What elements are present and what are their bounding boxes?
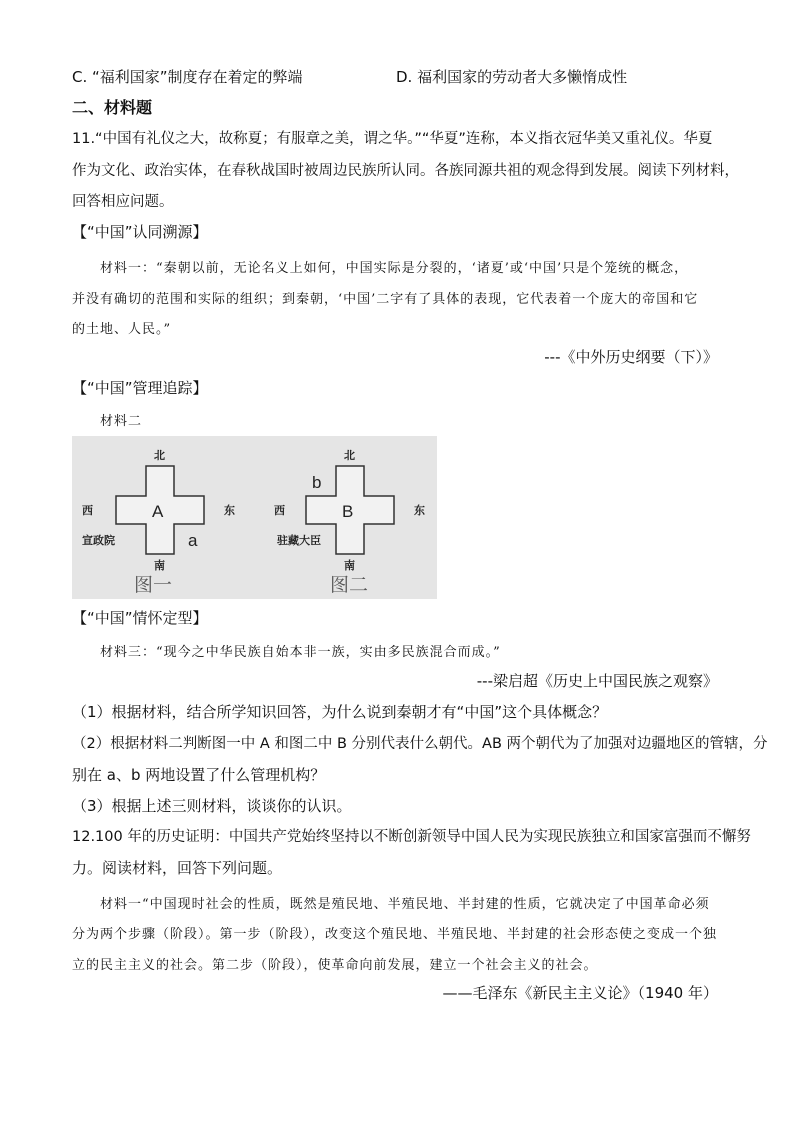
material2-figure (72, 436, 437, 599)
fig1-office-label: 宣政院 (82, 534, 115, 547)
fig2-caption: 图二 (330, 574, 369, 596)
fig1-corner-letter: a (188, 531, 198, 550)
q11-intro-line-3: 回答相应问题。 (72, 194, 174, 210)
fig1-north-label: 北 (154, 449, 165, 462)
q12-source1: ——毛泽东《新民主主义论》（1940 年） (442, 984, 718, 1002)
q11-subquestion-2-line-1: （2）根据材料二判断图一中 A 和图二中 B 分别代表什么朝代。AB 两个朝代为了加强对边疆地区的管辖，分 (72, 736, 768, 752)
q11-heading-sentiment: 【“中国”情怀定型】 (72, 609, 208, 627)
q11-source3: ---梁启超《历史上中国民族之观察》 (476, 672, 718, 690)
q11-intro-line-1: 11.“中国有礼仪之大，故称夏；有服章之美，谓之华。”“华夏”连称，本义指衣冠华美又重礼仪。华夏 (72, 131, 713, 147)
q11-subquestion-3: （3）根据上述三则材料，谈谈你的认识。 (72, 797, 352, 815)
q12-material1-line-1: 材料一“中国现时社会的性质，既然是殖民地、半殖民地、半封建的性质，它就决定了中国革命必须 (100, 897, 710, 912)
fig2-office-label: 驻藏大臣 (277, 534, 321, 547)
option-c: C. “福利国家”制度存在着定的弊端 (72, 68, 303, 86)
q12-material1-line-3: 立的民主主义的社会。第二步（阶段），使革命向前发展，建立一个社会主义的社会。 (72, 958, 598, 973)
q11-intro-line-2: 作为文化、政治实体，在春秋战国时被周边民族所认同。各族同源共祖的观念得到发展。阅读下列材料， (72, 163, 739, 179)
section-title: 二、材料题 (72, 98, 153, 117)
q11-heading-management: 【“中国”管理追踪】 (72, 379, 208, 397)
q11-heading-origin: 【“中国”认同溯源】 (72, 223, 208, 241)
q11-subquestion-2-line-2: 别在 a、b 两地设置了什么管理机构？ (72, 766, 326, 784)
fig2-south-label: 南 (344, 559, 355, 572)
cross-diagrams (72, 436, 437, 599)
q12-intro-line-2: 力。阅读材料，回答下列问题。 (72, 859, 283, 877)
fig1-west-label: 西 (82, 504, 93, 517)
q11-material1-line-2: 并没有确切的范围和实际的组织；到秦朝，‘中国’二字有了具体的表现，它代表着一个庞大的帝国和它 (72, 292, 699, 307)
q11-material1-line-3: 的土地、人民。” (72, 322, 172, 337)
q12-intro-line-1: 12.100 年的历史证明：中国共产党始终坚持以不断创新领导中国人民为实现民族独立和国家富强而不懈努 (72, 829, 751, 845)
q12-material1-line-2: 分为两个步骤（阶段）。第一步（阶段），改变这个殖民地、半殖民地、半封建的社会形态使之变成一个独 (72, 927, 718, 942)
q11-subquestion-1: （1）根据材料，结合所学知识回答，为什么说到秦朝才有“中国”这个具体概念？ (72, 703, 608, 721)
fig1-caption: 图一 (134, 574, 173, 596)
fig2-west-label: 西 (274, 504, 285, 517)
fig2-east-label: 东 (414, 504, 425, 517)
q11-material3: 材料三：“现今之中华民族自始本非一族，实由多民族混合而成。” (100, 645, 501, 660)
fig1-east-label: 东 (224, 504, 235, 517)
fig1-center-letter: A (152, 502, 164, 521)
q11-material2-label: 材料二 (100, 414, 143, 429)
q11-material1-line-1: 材料一：“秦朝以前，无论名义上如何，中国实际是分裂的，‘诸夏’或‘中国’只是个笼统的概念， (100, 261, 689, 276)
fig2-north-label: 北 (344, 449, 355, 462)
option-d: D. 福利国家的劳动者大多懒惰成性 (396, 68, 628, 86)
fig2-corner-letter: b (312, 473, 322, 492)
fig1-south-label: 南 (154, 559, 165, 572)
fig2-center-letter: B (342, 502, 354, 521)
q11-source1: ---《中外历史纲要（下）》 (544, 348, 718, 366)
